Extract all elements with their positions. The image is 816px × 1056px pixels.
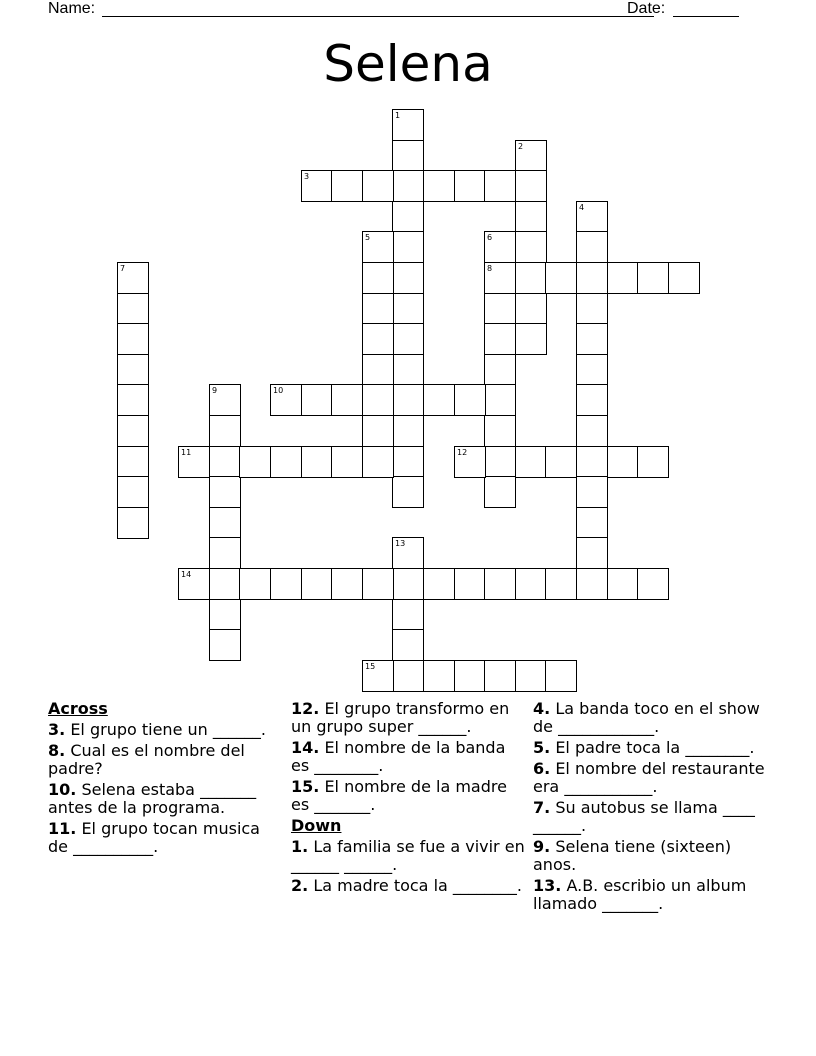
grid-cell[interactable] — [454, 568, 486, 600]
grid-cell[interactable] — [637, 262, 669, 294]
clue-across-8: 8. Cual es el nombre del padre? — [48, 741, 245, 778]
clue-down-6: 6. El nombre del restaurante era ___________. — [533, 759, 765, 796]
clue-number: 4 — [579, 203, 585, 212]
grid-cell[interactable] — [362, 568, 394, 600]
grid-cell[interactable] — [362, 231, 394, 263]
grid-cell[interactable] — [515, 446, 547, 478]
clues-column-1 — [48, 700, 283, 859]
grid-cell[interactable] — [576, 537, 608, 569]
clue-number: 10 — [273, 386, 284, 395]
grid-cell[interactable] — [454, 660, 486, 692]
grid-cell[interactable] — [392, 109, 424, 141]
grid-cell[interactable] — [576, 231, 608, 263]
clue-number: 3 — [304, 172, 310, 181]
grid-cell[interactable] — [178, 446, 210, 478]
grid-cell[interactable] — [576, 568, 608, 600]
clue-across-15: 15. El nombre de la madre es _______. — [291, 777, 507, 814]
grid-cell[interactable] — [545, 568, 577, 600]
grid-cell[interactable] — [270, 568, 302, 600]
grid-cell[interactable] — [545, 262, 577, 294]
clue-number: 13 — [395, 539, 406, 548]
grid-cell[interactable] — [515, 140, 547, 172]
clue-number: 12 — [457, 448, 468, 457]
grid-cell[interactable] — [117, 476, 149, 508]
clue-down-5: 5. El padre toca la ________. — [533, 738, 755, 757]
down-heading: Down — [291, 816, 342, 835]
grid-cell[interactable] — [362, 415, 394, 447]
grid-cell[interactable] — [392, 568, 424, 600]
grid-cell[interactable] — [392, 170, 424, 202]
clue-number: 5 — [365, 233, 371, 242]
grid-cell[interactable] — [117, 262, 149, 294]
grid-cell[interactable] — [301, 568, 333, 600]
clue-down-2: 2. La madre toca la ________. — [291, 876, 522, 895]
grid-cell[interactable] — [331, 170, 363, 202]
grid-cell[interactable] — [484, 293, 516, 325]
grid-cell[interactable] — [423, 384, 455, 416]
clue-number: 11 — [181, 448, 192, 457]
grid-cell[interactable] — [392, 599, 424, 631]
grid-cell[interactable] — [392, 446, 424, 478]
grid-cell[interactable] — [331, 568, 363, 600]
grid-cell[interactable] — [576, 415, 608, 447]
clue-number: 8 — [487, 264, 493, 273]
grid-cell[interactable] — [576, 446, 608, 478]
grid-cell[interactable] — [392, 201, 424, 233]
clue-number: 15 — [365, 662, 376, 671]
clue-down-7: 7. Su autobus se llama ____ ______. — [533, 798, 755, 835]
grid-cell[interactable] — [117, 446, 149, 478]
grid-cell[interactable] — [607, 262, 639, 294]
grid-cell[interactable] — [454, 446, 486, 478]
grid-cell[interactable] — [607, 446, 639, 478]
across-heading: Across — [48, 699, 108, 718]
grid-cell[interactable] — [576, 293, 608, 325]
grid-cell[interactable] — [362, 446, 394, 478]
grid-cell[interactable] — [484, 476, 516, 508]
clue-number: 14 — [181, 570, 192, 579]
grid-cell[interactable] — [209, 599, 241, 631]
grid-cell[interactable] — [117, 415, 149, 447]
grid-cell[interactable] — [392, 231, 424, 263]
grid-cell[interactable] — [392, 476, 424, 508]
date-label: Date: — [627, 0, 666, 17]
grid-cell[interactable] — [484, 231, 516, 263]
grid-cell[interactable] — [362, 323, 394, 355]
clue-across-10: 10. Selena estaba _______ antes de la programa. — [48, 780, 257, 817]
clue-across-12: 12. El grupo transformo en un grupo super ______. — [291, 699, 510, 736]
grid-cell[interactable] — [270, 384, 302, 416]
grid-cell[interactable] — [484, 170, 516, 202]
grid-cell[interactable] — [484, 384, 516, 416]
grid-cell[interactable] — [576, 262, 608, 294]
grid-cell[interactable] — [209, 629, 241, 661]
clues-column-2 — [291, 700, 526, 898]
grid-cell[interactable] — [392, 629, 424, 661]
grid-cell[interactable] — [209, 568, 241, 600]
clue-number: 1 — [395, 111, 401, 120]
grid-cell[interactable] — [239, 446, 271, 478]
grid-cell[interactable] — [301, 446, 333, 478]
clue-number: 2 — [518, 142, 524, 151]
grid-cell[interactable] — [484, 446, 516, 478]
grid-cell[interactable] — [362, 354, 394, 386]
grid-cell[interactable] — [637, 446, 669, 478]
grid-cell[interactable] — [515, 293, 547, 325]
clues-column-3 — [533, 700, 768, 916]
grid-cell[interactable] — [607, 568, 639, 600]
grid-cell[interactable] — [362, 262, 394, 294]
grid-cell[interactable] — [331, 384, 363, 416]
grid-cell[interactable] — [545, 660, 577, 692]
grid-cell[interactable] — [117, 507, 149, 539]
grid-cell[interactable] — [515, 660, 547, 692]
grid-cell[interactable] — [392, 415, 424, 447]
grid-cell[interactable] — [515, 323, 547, 355]
grid-cell[interactable] — [484, 323, 516, 355]
grid-cell[interactable] — [515, 231, 547, 263]
grid-cell[interactable] — [423, 660, 455, 692]
grid-cell[interactable] — [392, 537, 424, 569]
grid-cell[interactable] — [484, 660, 516, 692]
grid-cell[interactable] — [484, 354, 516, 386]
grid-cell[interactable] — [576, 354, 608, 386]
grid-cell[interactable] — [117, 384, 149, 416]
grid-cell[interactable] — [362, 384, 394, 416]
grid-cell[interactable] — [392, 140, 424, 172]
grid-cell[interactable] — [117, 323, 149, 355]
grid-cell[interactable] — [209, 446, 241, 478]
grid-cell[interactable] — [576, 507, 608, 539]
grid-cell[interactable] — [576, 323, 608, 355]
clue-down-1: 1. La familia se fue a vivir en ______ ______. — [291, 837, 525, 874]
grid-cell[interactable] — [362, 293, 394, 325]
clue-down-13: 13. A.B. escribio un album llamado _______. — [533, 876, 747, 913]
grid-cell[interactable] — [209, 384, 241, 416]
grid-cell[interactable] — [484, 568, 516, 600]
grid-cell[interactable] — [454, 384, 486, 416]
grid-cell[interactable] — [668, 262, 700, 294]
grid-cell[interactable] — [178, 568, 210, 600]
grid-cell[interactable] — [515, 170, 547, 202]
grid-cell[interactable] — [209, 507, 241, 539]
clue-across-11: 11. El grupo tocan musica de __________. — [48, 819, 260, 856]
grid-cell[interactable] — [362, 660, 394, 692]
grid-cell[interactable] — [301, 384, 333, 416]
grid-cell[interactable] — [392, 323, 424, 355]
puzzle-title: Selena — [323, 35, 493, 93]
grid-cell[interactable] — [484, 415, 516, 447]
grid-cell[interactable] — [392, 384, 424, 416]
grid-cell[interactable] — [392, 262, 424, 294]
grid-cell[interactable] — [423, 170, 455, 202]
clue-number: 6 — [487, 233, 493, 242]
clue-down-9: 9. Selena tiene (sixteen) anos. — [533, 837, 732, 874]
grid-cell[interactable] — [392, 354, 424, 386]
grid-cell[interactable] — [209, 537, 241, 569]
grid-cell[interactable] — [515, 568, 547, 600]
clue-across-14: 14. El nombre de la banda es ________. — [291, 738, 506, 775]
grid-cell[interactable] — [392, 660, 424, 692]
grid-cell[interactable] — [331, 446, 363, 478]
clue-number: 9 — [212, 386, 218, 395]
grid-cell[interactable] — [301, 170, 333, 202]
grid-cell[interactable] — [209, 415, 241, 447]
grid-cell[interactable] — [637, 568, 669, 600]
grid-cell[interactable] — [117, 293, 149, 325]
grid-cell[interactable] — [454, 170, 486, 202]
clue-across-3: 3. El grupo tiene un ______. — [48, 720, 266, 739]
grid-cell[interactable] — [392, 293, 424, 325]
grid-cell[interactable] — [545, 446, 577, 478]
grid-cell[interactable] — [239, 568, 271, 600]
grid-cell[interactable] — [270, 446, 302, 478]
grid-cell[interactable] — [515, 201, 547, 233]
grid-cell[interactable] — [515, 262, 547, 294]
grid-cell[interactable] — [484, 262, 516, 294]
clue-down-4: 4. La banda toco en el show de ____________. — [533, 699, 760, 736]
grid-cell[interactable] — [423, 568, 455, 600]
grid-cell[interactable] — [117, 354, 149, 386]
grid-cell[interactable] — [576, 384, 608, 416]
name-label: Name: — [48, 0, 96, 17]
grid-cell[interactable] — [576, 476, 608, 508]
grid-cell[interactable] — [209, 476, 241, 508]
clue-number: 7 — [120, 264, 126, 273]
grid-cell[interactable] — [362, 170, 394, 202]
grid-cell[interactable] — [576, 201, 608, 233]
